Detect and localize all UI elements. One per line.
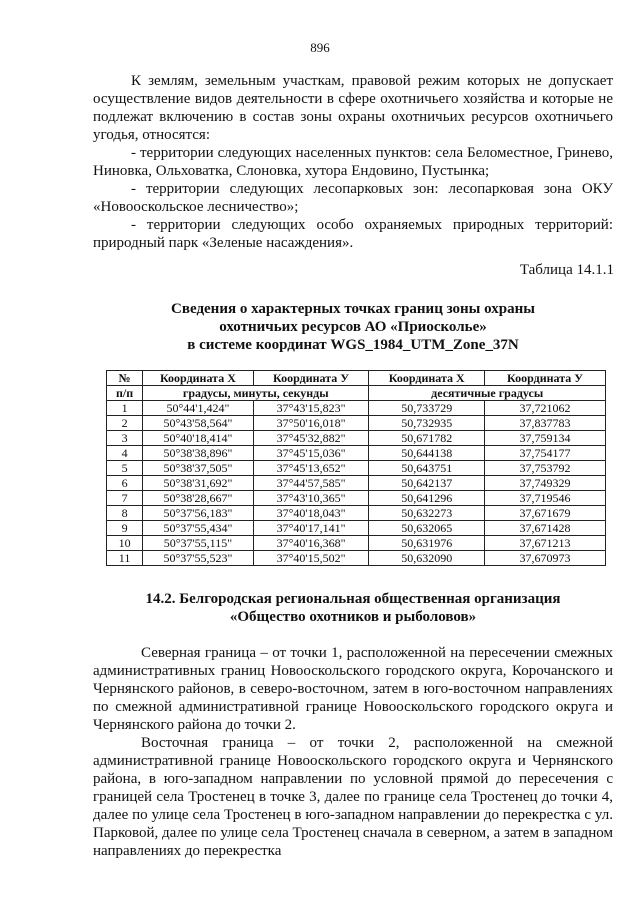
table-title-line: в системе координат WGS_1984_UTM_Zone_37N [187, 337, 519, 353]
header-num-top: № [107, 371, 143, 386]
cell-y-dec: 37,754177 [485, 446, 606, 461]
cell-y-dec: 37,671428 [485, 521, 606, 536]
table-row [107, 476, 606, 491]
cell-number: 3 [107, 431, 143, 446]
cell-y-dms: 37°43'15,823" [253, 401, 369, 416]
page-number: 896 [310, 40, 330, 55]
subheader-dec: десятичные градусы [369, 386, 606, 401]
cell-x-dms: 50°38'37,505" [143, 461, 254, 476]
cell-x-dec: 50,641296 [369, 491, 485, 506]
intro-paragraph: - территории следующих лесопарковых зон: лесопарковая зона ОКУ «Новооскольское лесничество»; [93, 181, 613, 215]
cell-y-dms: 37°45'15,036" [253, 446, 369, 461]
cell-number: 7 [107, 491, 143, 506]
header-x-dms: Координата X [143, 371, 254, 386]
cell-number: 5 [107, 461, 143, 476]
cell-x-dec: 50,644138 [369, 446, 485, 461]
table-row [107, 491, 606, 506]
cell-x-dms: 50°44'1,424" [143, 401, 254, 416]
cell-x-dec: 50,733729 [369, 401, 485, 416]
cell-x-dms: 50°40'18,414" [143, 431, 254, 446]
body-paragraph: Восточная граница – от точки 2, расположенной на смежной административной границе Новооскольского городского округа и Чернянского района, в юго-западном направлении по условной прямой до пересечения с границей села Тростенец в точке 3, далее по границе села Тростенец до точки 4, далее по улице села Тростенец в юго-западном направлении до перекрестка с ул. Парковой, далее по улице села Тростенец сначала в северном, а затем в западном направлениях до перекрестка [93, 735, 613, 859]
header-x-dec: Координата X [369, 371, 485, 386]
cell-y-dms: 37°45'32,882" [253, 431, 369, 446]
cell-y-dms: 37°40'16,368" [253, 536, 369, 551]
table-row [107, 551, 606, 566]
cell-x-dms: 50°37'56,183" [143, 506, 254, 521]
cell-x-dms: 50°38'31,692" [143, 476, 254, 491]
table-row [107, 521, 606, 536]
table-row [107, 401, 606, 416]
table-label: Таблица 14.1.1 [519, 262, 614, 278]
cell-number: 2 [107, 416, 143, 431]
cell-y-dec: 37,837783 [485, 416, 606, 431]
cell-x-dms: 50°38'38,896" [143, 446, 254, 461]
cell-x-dec: 50,671782 [369, 431, 485, 446]
cell-number: 9 [107, 521, 143, 536]
cell-number: 1 [107, 401, 143, 416]
cell-y-dec: 37,759134 [485, 431, 606, 446]
cell-x-dms: 50°38'28,667" [143, 491, 254, 506]
cell-x-dms: 50°43'58,564" [143, 416, 254, 431]
cell-x-dec: 50,632065 [369, 521, 485, 536]
cell-number: 6 [107, 476, 143, 491]
cell-y-dms: 37°40'17,141" [253, 521, 369, 536]
cell-y-dms: 37°50'16,018" [253, 416, 369, 431]
intro-paragraph: К землям, земельным участкам, правовой режим которых не допускает осуществление видов деятельности в сфере охотничьего хозяйства и которые не подлежат включению в состав зоны охраны охотничьих ресурсов охотничьего угодья, относятся: [93, 73, 613, 143]
cell-number: 4 [107, 446, 143, 461]
cell-x-dec: 50,632090 [369, 551, 485, 566]
cell-x-dec: 50,642137 [369, 476, 485, 491]
cell-x-dms: 50°37'55,434" [143, 521, 254, 536]
cell-y-dec: 37,719546 [485, 491, 606, 506]
cell-y-dms: 37°44'57,585" [253, 476, 369, 491]
cell-x-dec: 50,632273 [369, 506, 485, 521]
cell-number: 10 [107, 536, 143, 551]
header-num-bottom: п/п [107, 386, 143, 401]
cell-y-dec: 37,749329 [485, 476, 606, 491]
table-row [107, 536, 606, 551]
cell-x-dec: 50,631976 [369, 536, 485, 551]
section-title-line: «Общество охотников и рыболовов» [229, 609, 477, 625]
cell-y-dec: 37,671679 [485, 506, 606, 521]
cell-x-dec: 50,732935 [369, 416, 485, 431]
subheader-dms: градусы, минуты, секунды [143, 386, 369, 401]
cell-y-dec: 37,721062 [485, 401, 606, 416]
cell-y-dms: 37°45'13,652" [253, 461, 369, 476]
table-title-line: Сведения о характерных точках границ зоны охраны [171, 301, 535, 317]
cell-x-dec: 50,643751 [369, 461, 485, 476]
body-paragraph: Северная граница – от точки 1, расположенной на пересечении смежных административных границ Новооскольского городского округа, Корочанского и Чернянского районов, в северо-восточном, затем в юго-восточном направлениях по смежной административной границе Новооскольского городского округа и Чернянского района до точки 2. [93, 645, 613, 733]
cell-y-dms: 37°43'10,365" [253, 491, 369, 506]
coordinates-table [106, 370, 606, 566]
cell-y-dec: 37,670973 [485, 551, 606, 566]
table-row [107, 506, 606, 521]
cell-y-dec: 37,671213 [485, 536, 606, 551]
section-title [93, 590, 613, 626]
cell-y-dec: 37,753792 [485, 461, 606, 476]
cell-x-dms: 50°37'55,115" [143, 536, 254, 551]
table-subheader-row [107, 386, 606, 401]
cell-y-dms: 37°40'15,502" [253, 551, 369, 566]
header-y-dms: Координата У [253, 371, 369, 386]
table-title [93, 300, 613, 354]
cell-x-dms: 50°37'55,523" [143, 551, 254, 566]
section-title-line: 14.2. Белгородская региональная общественная организация [145, 591, 561, 607]
table-title-line: охотничьих ресурсов АО «Приосколье» [219, 319, 487, 335]
intro-paragraph: - территории следующих особо охраняемых природных территорий: природный парк «Зеленые насаждения». [93, 217, 613, 251]
table-row [107, 446, 606, 461]
cell-number: 11 [107, 551, 143, 566]
table-row [107, 431, 606, 446]
body-text [93, 644, 613, 860]
intro-text [93, 72, 613, 252]
table-row [107, 461, 606, 476]
intro-paragraph: - территории следующих населенных пунктов: села Беломестное, Гринево, Ниновка, Ольховатка, Слоновка, хутора Ендовино, Пустынка; [93, 145, 613, 179]
table-header-row [107, 371, 606, 386]
table-row [107, 416, 606, 431]
header-y-dec: Координата У [485, 371, 606, 386]
cell-number: 8 [107, 506, 143, 521]
cell-y-dms: 37°40'18,043" [253, 506, 369, 521]
